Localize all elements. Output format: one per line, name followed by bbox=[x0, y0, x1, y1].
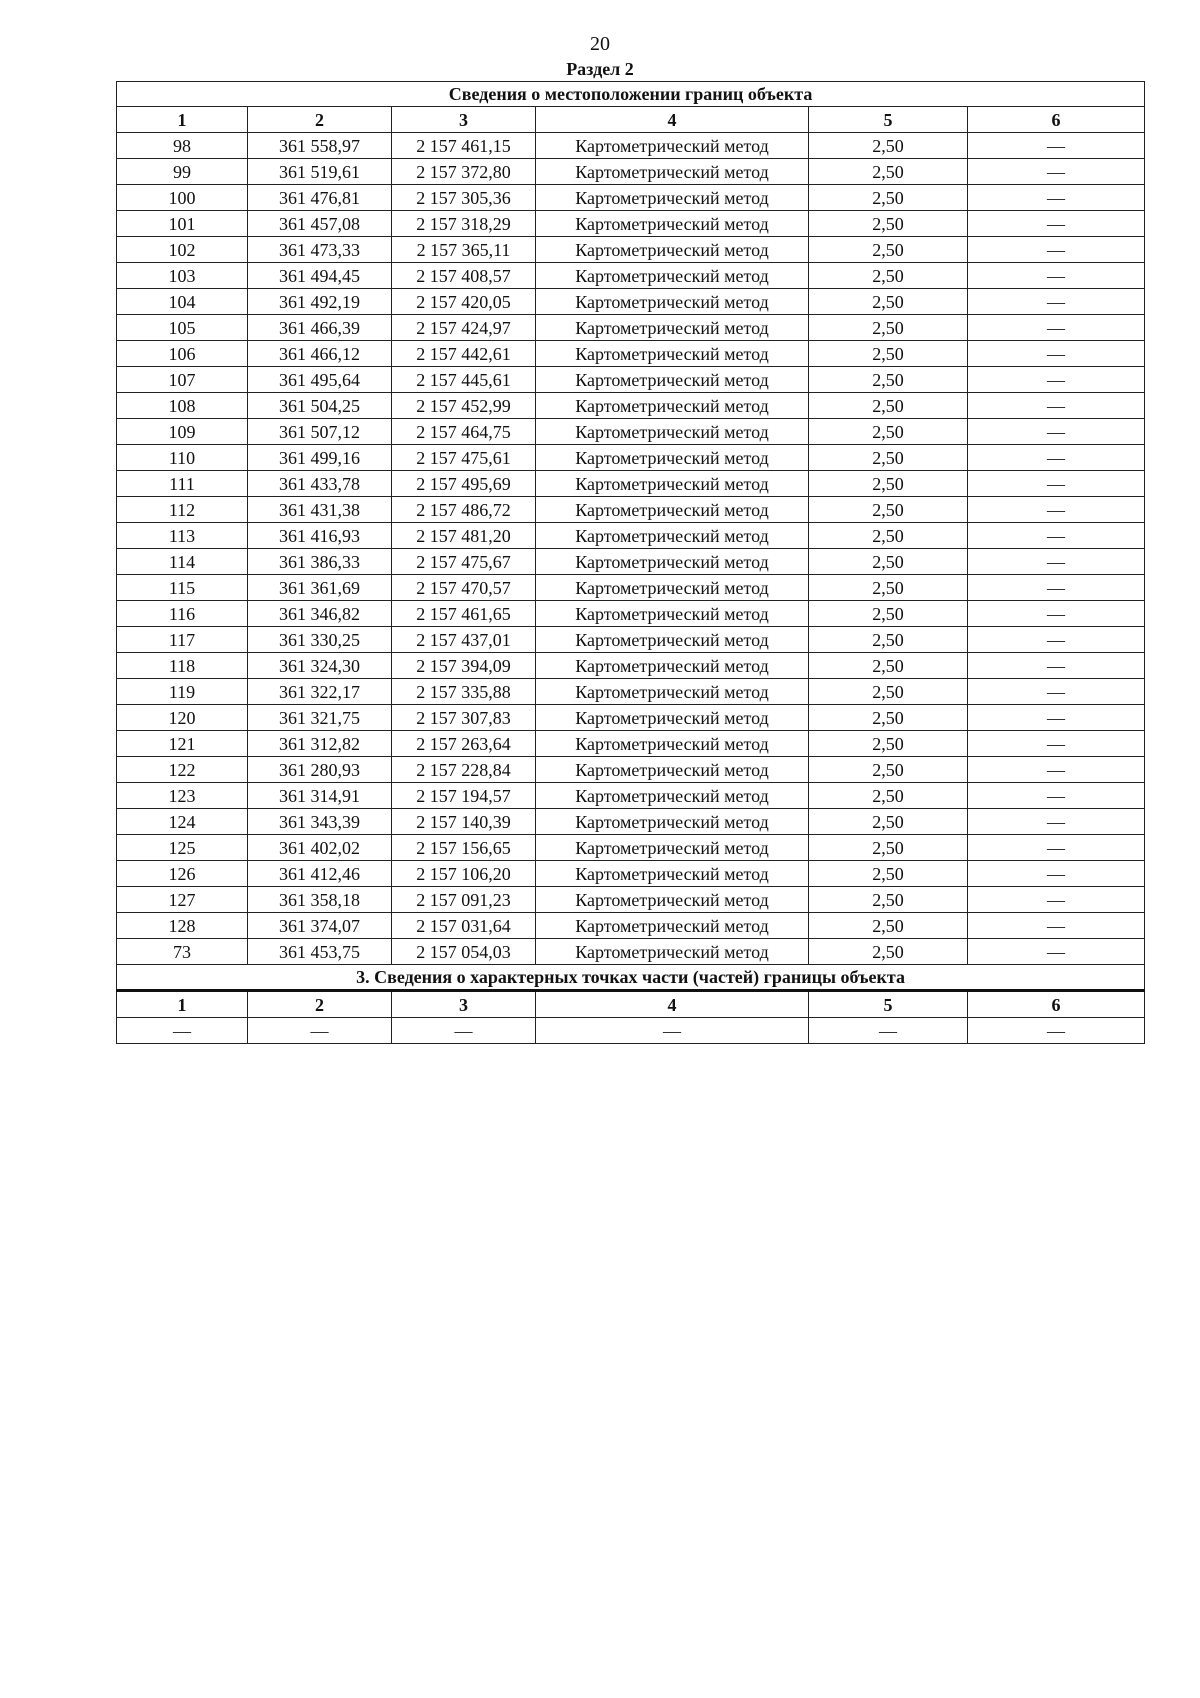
table-row bbox=[117, 783, 1145, 809]
column-number-cell: 6 bbox=[968, 107, 1145, 133]
table-cell: 361 324,30 bbox=[248, 653, 392, 679]
column-number-cell: 6 bbox=[968, 991, 1145, 1018]
table-cell: 2 157 318,29 bbox=[392, 211, 536, 237]
table-row bbox=[117, 809, 1145, 835]
table-row bbox=[117, 341, 1145, 367]
table-cell: 109 bbox=[117, 419, 248, 445]
table-cell: 2,50 bbox=[809, 627, 968, 653]
table-cell: 361 499,16 bbox=[248, 445, 392, 471]
table-cell: 112 bbox=[117, 497, 248, 523]
table-cell: 2,50 bbox=[809, 159, 968, 185]
table-row bbox=[117, 627, 1145, 653]
table-cell: Картометрический метод bbox=[536, 419, 809, 445]
table-cell: 2,50 bbox=[809, 757, 968, 783]
table-cell: 110 bbox=[117, 445, 248, 471]
table-cell: 73 bbox=[117, 939, 248, 965]
table-cell: — bbox=[968, 419, 1145, 445]
table-cell: 2 157 464,75 bbox=[392, 419, 536, 445]
table-cell: 2,50 bbox=[809, 679, 968, 705]
page-number: 20 bbox=[590, 33, 610, 55]
table-cell: Картометрический метод bbox=[536, 471, 809, 497]
table2-column-numbers bbox=[117, 991, 1145, 1018]
table-cell: 361 321,75 bbox=[248, 705, 392, 731]
table-cell: 122 bbox=[117, 757, 248, 783]
column-number-cell: 4 bbox=[536, 991, 809, 1018]
table-row bbox=[117, 731, 1145, 757]
table-cell: 361 346,82 bbox=[248, 601, 392, 627]
column-number-cell: 3 bbox=[392, 107, 536, 133]
table-cell: Картометрический метод bbox=[536, 861, 809, 887]
column-number-cell: 2 bbox=[248, 991, 392, 1018]
table-cell: 121 bbox=[117, 731, 248, 757]
table-cell: — bbox=[968, 367, 1145, 393]
table-cell: Картометрический метод bbox=[536, 705, 809, 731]
table-cell: — bbox=[968, 341, 1145, 367]
table-cell: — bbox=[968, 263, 1145, 289]
table-cell: Картометрический метод bbox=[536, 679, 809, 705]
column-number-cell: 1 bbox=[117, 991, 248, 1018]
table-row bbox=[117, 419, 1145, 445]
table-cell: 117 bbox=[117, 627, 248, 653]
table-cell: Картометрический метод bbox=[536, 731, 809, 757]
table-cell: Картометрический метод bbox=[536, 653, 809, 679]
table-cell: Картометрический метод bbox=[536, 757, 809, 783]
column-number-cell: 4 bbox=[536, 107, 809, 133]
table-cell: — bbox=[968, 237, 1145, 263]
table-cell: 361 558,97 bbox=[248, 133, 392, 159]
table-cell: — bbox=[968, 497, 1145, 523]
table-cell: — bbox=[968, 159, 1145, 185]
table-cell: — bbox=[968, 185, 1145, 211]
table-cell: Картометрический метод bbox=[536, 575, 809, 601]
table-row bbox=[117, 679, 1145, 705]
table-cell: Картометрический метод bbox=[536, 913, 809, 939]
table-cell: 2,50 bbox=[809, 367, 968, 393]
table-cell: 2 157 495,69 bbox=[392, 471, 536, 497]
table-cell: 115 bbox=[117, 575, 248, 601]
table-cell: Картометрический метод bbox=[536, 627, 809, 653]
table-cell: 98 bbox=[117, 133, 248, 159]
table-cell: 2,50 bbox=[809, 653, 968, 679]
table-cell: 2 157 394,09 bbox=[392, 653, 536, 679]
table-cell: Картометрический метод bbox=[536, 835, 809, 861]
table-cell: Картометрический метод bbox=[536, 809, 809, 835]
table-cell: — bbox=[248, 1018, 392, 1044]
table-cell: 99 bbox=[117, 159, 248, 185]
table-cell: — bbox=[536, 1018, 809, 1044]
table-row bbox=[117, 523, 1145, 549]
table-cell: 127 bbox=[117, 887, 248, 913]
table-cell: Картометрический метод bbox=[536, 315, 809, 341]
table-cell: 104 bbox=[117, 289, 248, 315]
table-cell: 2,50 bbox=[809, 835, 968, 861]
table-cell: 361 322,17 bbox=[248, 679, 392, 705]
table-cell: 361 343,39 bbox=[248, 809, 392, 835]
table-cell: 361 386,33 bbox=[248, 549, 392, 575]
table-cell: 2 157 335,88 bbox=[392, 679, 536, 705]
table-row bbox=[117, 835, 1145, 861]
table-cell: 124 bbox=[117, 809, 248, 835]
table-cell: 2 157 475,67 bbox=[392, 549, 536, 575]
table-cell: 2 157 140,39 bbox=[392, 809, 536, 835]
table-row bbox=[117, 497, 1145, 523]
table-body bbox=[117, 82, 1145, 1044]
table-cell: 361 473,33 bbox=[248, 237, 392, 263]
table-cell: 361 402,02 bbox=[248, 835, 392, 861]
table-cell: 2,50 bbox=[809, 887, 968, 913]
table-row bbox=[117, 757, 1145, 783]
table-cell: 2 157 408,57 bbox=[392, 263, 536, 289]
table-cell: 2 157 461,65 bbox=[392, 601, 536, 627]
table-cell: 2 157 365,11 bbox=[392, 237, 536, 263]
table-cell: 361 466,39 bbox=[248, 315, 392, 341]
table-cell: 2,50 bbox=[809, 263, 968, 289]
table-cell: 2 157 228,84 bbox=[392, 757, 536, 783]
table-cell: — bbox=[968, 133, 1145, 159]
table-cell: 2,50 bbox=[809, 497, 968, 523]
table-cell: 2 157 486,72 bbox=[392, 497, 536, 523]
table-row bbox=[117, 445, 1145, 471]
table-cell: — bbox=[968, 835, 1145, 861]
table-cell: 2,50 bbox=[809, 211, 968, 237]
table-cell: Картометрический метод bbox=[536, 393, 809, 419]
table-cell: Картометрический метод bbox=[536, 939, 809, 965]
table-cell: 126 bbox=[117, 861, 248, 887]
table-cell: 361 358,18 bbox=[248, 887, 392, 913]
table-cell: 2 157 461,15 bbox=[392, 133, 536, 159]
table-cell: — bbox=[117, 1018, 248, 1044]
table-cell: 2,50 bbox=[809, 471, 968, 497]
table-row bbox=[117, 861, 1145, 887]
table-cell: 100 bbox=[117, 185, 248, 211]
table-row bbox=[117, 913, 1145, 939]
table-cell: 2,50 bbox=[809, 939, 968, 965]
table-cell: 2,50 bbox=[809, 289, 968, 315]
table-cell: Картометрический метод bbox=[536, 601, 809, 627]
table-cell: — bbox=[968, 887, 1145, 913]
table-cell: 2 157 481,20 bbox=[392, 523, 536, 549]
table-cell: 2 157 106,20 bbox=[392, 861, 536, 887]
table-cell: 2 157 194,57 bbox=[392, 783, 536, 809]
table-cell: Картометрический метод bbox=[536, 133, 809, 159]
table-cell: — bbox=[968, 289, 1145, 315]
table-cell: 2,50 bbox=[809, 445, 968, 471]
table-cell: 2 157 470,57 bbox=[392, 575, 536, 601]
table-cell: — bbox=[968, 315, 1145, 341]
table-cell: 114 bbox=[117, 549, 248, 575]
table-cell: 125 bbox=[117, 835, 248, 861]
table-cell: 361 494,45 bbox=[248, 263, 392, 289]
table-cell: 361 466,12 bbox=[248, 341, 392, 367]
table-row bbox=[117, 211, 1145, 237]
table-cell: 123 bbox=[117, 783, 248, 809]
table-cell: 113 bbox=[117, 523, 248, 549]
table-row bbox=[117, 471, 1145, 497]
table-cell: 120 bbox=[117, 705, 248, 731]
table-cell: 2 157 307,83 bbox=[392, 705, 536, 731]
table2-caption bbox=[117, 965, 1145, 991]
table-cell: — bbox=[968, 601, 1145, 627]
table-cell: Картометрический метод bbox=[536, 445, 809, 471]
table-cell: — bbox=[968, 939, 1145, 965]
table2-caption-text: 3. Сведения о характерных точках части (частей) границы объекта bbox=[117, 965, 1145, 991]
table-cell: 2,50 bbox=[809, 861, 968, 887]
table-cell: Картометрический метод bbox=[536, 237, 809, 263]
table-cell: 2 157 156,65 bbox=[392, 835, 536, 861]
table-cell: 2,50 bbox=[809, 549, 968, 575]
table1-caption-text: Сведения о местоположении границ объекта bbox=[117, 82, 1145, 107]
table-cell: — bbox=[968, 393, 1145, 419]
table-cell: — bbox=[968, 731, 1145, 757]
table-cell: — bbox=[968, 783, 1145, 809]
table-cell: 118 bbox=[117, 653, 248, 679]
table-cell: Картометрический метод bbox=[536, 341, 809, 367]
table-cell: 108 bbox=[117, 393, 248, 419]
table-row bbox=[117, 367, 1145, 393]
table-row bbox=[117, 549, 1145, 575]
table-cell: Картометрический метод bbox=[536, 497, 809, 523]
table-cell: 116 bbox=[117, 601, 248, 627]
table-cell: 2,50 bbox=[809, 393, 968, 419]
table-cell: 2,50 bbox=[809, 185, 968, 211]
table-row bbox=[117, 263, 1145, 289]
table-cell: 361 314,91 bbox=[248, 783, 392, 809]
table-cell: — bbox=[968, 549, 1145, 575]
table-cell: 361 374,07 bbox=[248, 913, 392, 939]
table-cell: 361 495,64 bbox=[248, 367, 392, 393]
table-cell: 2 157 424,97 bbox=[392, 315, 536, 341]
table1-column-numbers bbox=[117, 107, 1145, 133]
table-cell: Картометрический метод bbox=[536, 211, 809, 237]
table-cell: 2 157 420,05 bbox=[392, 289, 536, 315]
table-cell: 361 433,78 bbox=[248, 471, 392, 497]
table-cell: Картометрический метод bbox=[536, 289, 809, 315]
table-cell: — bbox=[968, 523, 1145, 549]
table-cell: 2,50 bbox=[809, 809, 968, 835]
table-cell: 361 312,82 bbox=[248, 731, 392, 757]
table-cell: 361 412,46 bbox=[248, 861, 392, 887]
table-cell: 2 157 091,23 bbox=[392, 887, 536, 913]
table-cell: Картометрический метод bbox=[536, 887, 809, 913]
table-cell: 2,50 bbox=[809, 133, 968, 159]
boundary-coordinates-table bbox=[116, 81, 1145, 1044]
table-cell: 2 157 475,61 bbox=[392, 445, 536, 471]
table-cell: 2,50 bbox=[809, 419, 968, 445]
table-cell: 2,50 bbox=[809, 523, 968, 549]
table-row bbox=[117, 315, 1145, 341]
table-cell: — bbox=[968, 861, 1145, 887]
table-cell: 361 416,93 bbox=[248, 523, 392, 549]
table-cell: Картометрический метод bbox=[536, 367, 809, 393]
table-cell: 2 157 031,64 bbox=[392, 913, 536, 939]
table-cell: 2,50 bbox=[809, 731, 968, 757]
table-cell: 361 431,38 bbox=[248, 497, 392, 523]
table-cell: — bbox=[968, 211, 1145, 237]
column-number-cell: 2 bbox=[248, 107, 392, 133]
table-cell: 2,50 bbox=[809, 237, 968, 263]
table-row bbox=[117, 289, 1145, 315]
table-cell: — bbox=[968, 627, 1145, 653]
table-cell: 361 476,81 bbox=[248, 185, 392, 211]
table-cell: Картометрический метод bbox=[536, 263, 809, 289]
table-cell: 361 280,93 bbox=[248, 757, 392, 783]
table-cell: — bbox=[968, 679, 1145, 705]
table-cell: 2,50 bbox=[809, 783, 968, 809]
table-cell: — bbox=[392, 1018, 536, 1044]
table-cell: — bbox=[968, 1018, 1145, 1044]
table-cell: 106 bbox=[117, 341, 248, 367]
table-cell: Картометрический метод bbox=[536, 159, 809, 185]
table-cell: 361 453,75 bbox=[248, 939, 392, 965]
table-cell: 361 330,25 bbox=[248, 627, 392, 653]
table-cell: 2,50 bbox=[809, 913, 968, 939]
table-cell: 361 504,25 bbox=[248, 393, 392, 419]
column-number-cell: 3 bbox=[392, 991, 536, 1018]
table-cell: 361 519,61 bbox=[248, 159, 392, 185]
table-cell: 2 157 372,80 bbox=[392, 159, 536, 185]
table-cell: 2 157 445,61 bbox=[392, 367, 536, 393]
table-cell: — bbox=[968, 913, 1145, 939]
table-cell: — bbox=[809, 1018, 968, 1044]
table-cell: 2,50 bbox=[809, 315, 968, 341]
table-row bbox=[117, 393, 1145, 419]
table-row bbox=[117, 575, 1145, 601]
table-cell: 361 457,08 bbox=[248, 211, 392, 237]
table-cell: Картометрический метод bbox=[536, 185, 809, 211]
table-row bbox=[117, 601, 1145, 627]
table-cell: — bbox=[968, 757, 1145, 783]
table-cell: 361 507,12 bbox=[248, 419, 392, 445]
table-cell: 2,50 bbox=[809, 341, 968, 367]
table-cell: 119 bbox=[117, 679, 248, 705]
table-cell: 2,50 bbox=[809, 705, 968, 731]
table-cell: 101 bbox=[117, 211, 248, 237]
table-cell: 361 361,69 bbox=[248, 575, 392, 601]
table-cell: Картометрический метод bbox=[536, 783, 809, 809]
table-cell: 2 157 263,64 bbox=[392, 731, 536, 757]
table-row bbox=[117, 159, 1145, 185]
table-row bbox=[117, 939, 1145, 965]
table-cell: 2,50 bbox=[809, 575, 968, 601]
table-cell: 128 bbox=[117, 913, 248, 939]
table-row bbox=[117, 237, 1145, 263]
table-cell: 2 157 437,01 bbox=[392, 627, 536, 653]
section-title: Раздел 2 bbox=[566, 59, 634, 79]
column-number-cell: 1 bbox=[117, 107, 248, 133]
table-cell: 361 492,19 bbox=[248, 289, 392, 315]
table-cell: 102 bbox=[117, 237, 248, 263]
table-cell: 2,50 bbox=[809, 601, 968, 627]
table-row bbox=[117, 705, 1145, 731]
table-row bbox=[117, 887, 1145, 913]
table-cell: — bbox=[968, 705, 1145, 731]
table-cell: 111 bbox=[117, 471, 248, 497]
table-cell: — bbox=[968, 445, 1145, 471]
table-cell: 2 157 442,61 bbox=[392, 341, 536, 367]
table-cell: 2 157 452,99 bbox=[392, 393, 536, 419]
table-row bbox=[117, 653, 1145, 679]
table-row bbox=[117, 1018, 1145, 1044]
table-cell: 2 157 305,36 bbox=[392, 185, 536, 211]
table-cell: 103 bbox=[117, 263, 248, 289]
table-cell: 107 bbox=[117, 367, 248, 393]
column-number-cell: 5 bbox=[809, 107, 968, 133]
table-row bbox=[117, 185, 1145, 211]
table-cell: — bbox=[968, 471, 1145, 497]
table-cell: 105 bbox=[117, 315, 248, 341]
table-cell: 2 157 054,03 bbox=[392, 939, 536, 965]
table1-caption bbox=[117, 82, 1145, 107]
table-cell: — bbox=[968, 653, 1145, 679]
table-row bbox=[117, 133, 1145, 159]
table-cell: — bbox=[968, 575, 1145, 601]
column-number-cell: 5 bbox=[809, 991, 968, 1018]
table-cell: Картометрический метод bbox=[536, 549, 809, 575]
table-cell: — bbox=[968, 809, 1145, 835]
table-cell: Картометрический метод bbox=[536, 523, 809, 549]
